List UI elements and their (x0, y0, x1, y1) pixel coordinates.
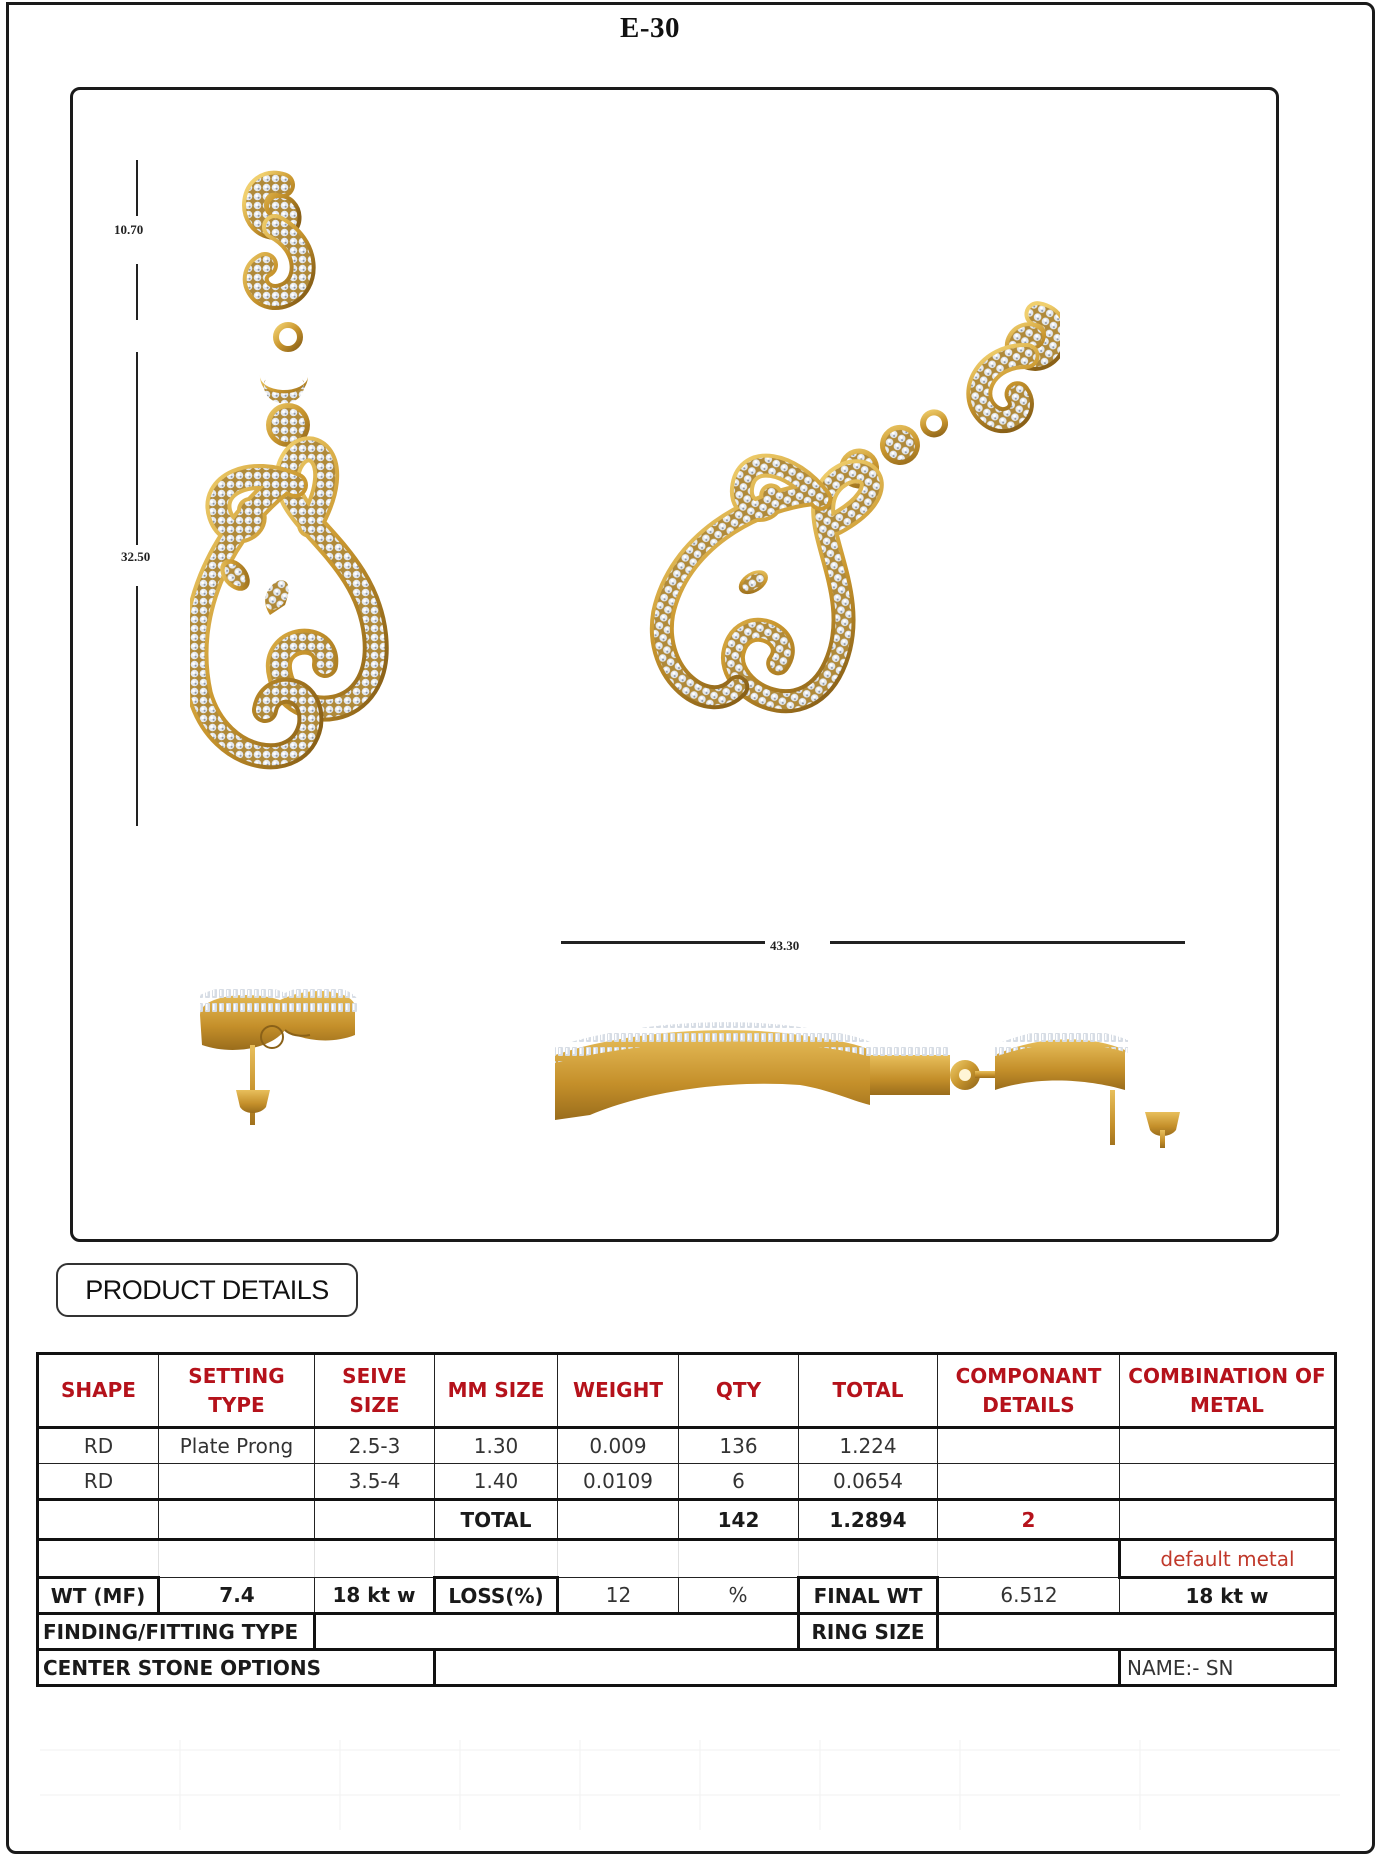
dimension-label-top-height: 10.70 (114, 222, 144, 237)
wt-metal: 18 kt w (315, 1578, 435, 1614)
center-stone-row (38, 1650, 1336, 1686)
cell-componant (938, 1428, 1120, 1464)
dimension-label-drop-height: 32.50 (121, 549, 151, 564)
cell-qty: 136 (679, 1428, 799, 1464)
side-view-post-back (1140, 1100, 1190, 1150)
dimension-line-top-lower (136, 264, 138, 320)
finding-fitting-type-label: FINDING/FITTING TYPE (38, 1614, 315, 1650)
header-qty: QTY (679, 1354, 799, 1428)
design-code-title: E-30 (620, 12, 680, 44)
cell-shape: RD (38, 1464, 159, 1500)
cell-mm-size: 1.40 (435, 1464, 558, 1500)
final-wt-label: FINAL WT (799, 1578, 938, 1614)
side-view-stud-render (190, 975, 430, 1125)
totals-row (38, 1500, 1336, 1540)
cell-empty (315, 1500, 435, 1540)
dimension-line-length-left (561, 941, 765, 944)
header-weight: WEIGHT (558, 1354, 679, 1428)
header-seive-size: SEIVE SIZE (315, 1354, 435, 1428)
default-metal-label: default metal (1120, 1540, 1336, 1578)
cell-empty (435, 1540, 558, 1578)
product-details-heading: PRODUCT DETAILS (56, 1263, 358, 1317)
front-view-earring-render (190, 165, 450, 825)
table-row (38, 1428, 1336, 1464)
wt-mf-label: WT (MF) (38, 1578, 159, 1614)
table-row (38, 1464, 1336, 1500)
header-shape: SHAPE (38, 1354, 159, 1428)
product-details-table (36, 1352, 1337, 1687)
default-metal-row (38, 1540, 1336, 1578)
loss-percent-sign: % (679, 1578, 799, 1614)
dimension-line-top-upper (136, 160, 138, 216)
cell-empty (799, 1540, 938, 1578)
cell-mm-size: 1.30 (435, 1428, 558, 1464)
wt-mf-value: 7.4 (159, 1578, 315, 1614)
cell-qty: 6 (679, 1464, 799, 1500)
cell-empty (1120, 1500, 1336, 1540)
header-combination-of-metal: COMBINATION OF METAL (1120, 1354, 1336, 1428)
cell-seive-size: 3.5-4 (315, 1464, 435, 1500)
cell-empty (679, 1540, 799, 1578)
dimension-line-drop-upper (136, 352, 138, 545)
cell-metal (1120, 1428, 1336, 1464)
perspective-view-earring-render (640, 225, 1060, 725)
totals-label: TOTAL (435, 1500, 558, 1540)
cell-empty (938, 1540, 1120, 1578)
cell-metal (1120, 1464, 1336, 1500)
cell-total: 0.0654 (799, 1464, 938, 1500)
cell-empty (558, 1540, 679, 1578)
finding-row (38, 1614, 1336, 1650)
cell-setting-type (159, 1464, 315, 1500)
ring-size-value (938, 1614, 1336, 1650)
cell-weight: 0.0109 (558, 1464, 679, 1500)
finding-fitting-type-value (315, 1614, 799, 1650)
header-setting-type: SETTING TYPE (159, 1354, 315, 1428)
dimension-line-length-right (830, 941, 1185, 944)
loss-label: LOSS(%) (435, 1578, 558, 1614)
cell-weight: 0.009 (558, 1428, 679, 1464)
cell-shape: RD (38, 1428, 159, 1464)
totals-componant-count: 2 (938, 1500, 1120, 1540)
designer-name: NAME:- SN (1120, 1650, 1336, 1686)
faint-background-grid (40, 1740, 1340, 1830)
cell-total: 1.224 (799, 1428, 938, 1464)
center-stone-options-label: CENTER STONE OPTIONS (38, 1650, 435, 1686)
center-stone-options-value (435, 1650, 1120, 1686)
cell-empty (159, 1500, 315, 1540)
table-header-row (38, 1354, 1336, 1428)
cell-componant (938, 1464, 1120, 1500)
final-wt-value: 6.512 (938, 1578, 1120, 1614)
cell-setting-type: Plate Prong (159, 1428, 315, 1464)
ring-size-label: RING SIZE (799, 1614, 938, 1650)
loss-value: 12 (558, 1578, 679, 1614)
cell-seive-size: 2.5-3 (315, 1428, 435, 1464)
cell-empty (558, 1500, 679, 1540)
dimension-line-drop-lower (136, 586, 138, 826)
cell-empty (38, 1500, 159, 1540)
header-mm-size: MM SIZE (435, 1354, 558, 1428)
cell-empty (159, 1540, 315, 1578)
cell-empty (38, 1540, 159, 1578)
dimension-label-total-length: 43.30 (770, 938, 800, 953)
side-view-full-length-render (550, 1005, 1190, 1145)
header-total: TOTAL (799, 1354, 938, 1428)
totals-qty: 142 (679, 1500, 799, 1540)
weight-row (38, 1578, 1336, 1614)
totals-total: 1.2894 (799, 1500, 938, 1540)
header-componant-details: COMPONANT DETAILS (938, 1354, 1120, 1428)
final-metal: 18 kt w (1120, 1578, 1336, 1614)
cell-empty (315, 1540, 435, 1578)
